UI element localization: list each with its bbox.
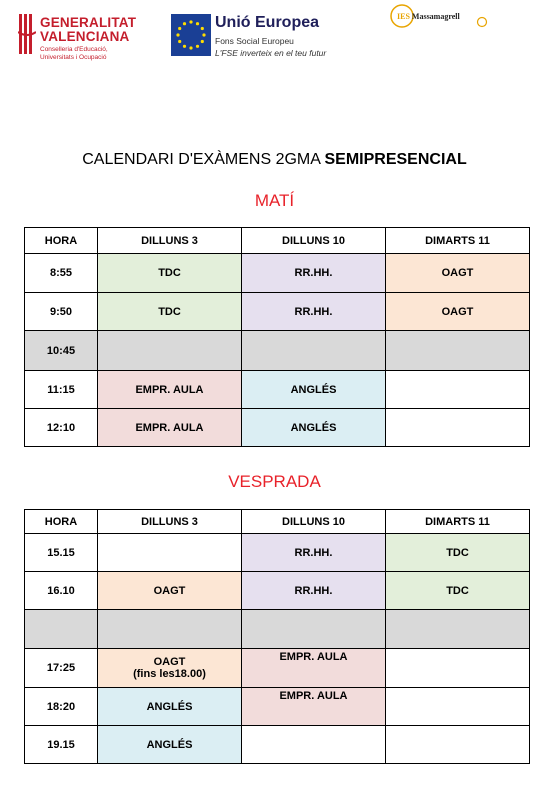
exam-cell	[98, 610, 242, 649]
eu-title: Unió Europea	[215, 14, 320, 31]
exam-cell: RR.HH.	[242, 534, 386, 572]
table-row	[25, 254, 530, 293]
column-header-dimarts-11: DIMARTS 11	[386, 510, 530, 534]
table-row	[25, 572, 530, 610]
exam-cell	[386, 409, 530, 447]
ies-name: IES Massamagrell	[397, 12, 460, 21]
exam-cell	[386, 610, 530, 649]
exam-cell: RR.HH.	[242, 254, 386, 293]
time-cell: 17:25	[25, 649, 98, 688]
exam-cell: OAGT	[98, 572, 242, 610]
table-header-row	[25, 510, 530, 534]
exam-cell: ANGLÉS	[98, 688, 242, 726]
time-cell: 11:15	[25, 371, 98, 409]
column-header-dimarts-11: DIMARTS 11	[386, 228, 530, 254]
table-row	[25, 293, 530, 331]
table-row	[25, 688, 530, 726]
exam-cell	[242, 610, 386, 649]
time-cell: 19.15	[25, 726, 98, 764]
eu-logo	[171, 14, 341, 66]
generalitat-title: GENERALITAT VALENCIANA	[40, 15, 137, 44]
exam-cell: EMPR. AULA	[242, 649, 386, 688]
document-title: CALENDARI D'EXÀMENS 2GMA SEMIPRESENCIAL	[82, 151, 467, 168]
column-header-hora: HORA	[25, 510, 98, 534]
exam-cell	[386, 726, 530, 764]
column-header-dilluns-10: DILLUNS 10	[242, 228, 386, 254]
exam-cell	[386, 331, 530, 371]
table-row-break	[25, 610, 530, 649]
exam-cell	[386, 649, 530, 688]
table-row	[25, 649, 530, 688]
exam-cell: EMPR. AULA	[98, 409, 242, 447]
exam-cell: OAGT	[386, 293, 530, 331]
section-title-mati: MATÍ	[254, 191, 295, 210]
exam-cell	[242, 726, 386, 764]
column-header-dilluns-3: DILLUNS 3	[98, 228, 242, 254]
exam-cell: TDC	[98, 254, 242, 293]
eu-flag-icon	[171, 14, 211, 56]
exam-cell: ANGLÉS	[242, 409, 386, 447]
page-header	[0, 0, 549, 80]
exam-cell: EMPR. AULA	[242, 688, 386, 726]
exam-cell: RR.HH.	[242, 572, 386, 610]
table-row	[25, 534, 530, 572]
table-row	[25, 726, 530, 764]
exam-cell: OAGT (fins les18.00)	[98, 649, 242, 688]
eu-motto: L'FSE inverteix en el teu futur	[215, 48, 327, 58]
generalitat-logo	[18, 14, 137, 70]
time-cell: 16.10	[25, 572, 98, 610]
table-header-row	[25, 228, 530, 254]
section-title-vesprada: VESPRADA	[228, 472, 321, 491]
exam-cell: OAGT	[386, 254, 530, 293]
exam-cell	[386, 371, 530, 409]
column-header-dilluns-10: DILLUNS 10	[242, 510, 386, 534]
time-cell: 12:10	[25, 409, 98, 447]
time-cell: 8:55	[25, 254, 98, 293]
table-row-break	[25, 331, 530, 371]
exam-cell: TDC	[386, 572, 530, 610]
exam-cell: RR.HH.	[242, 293, 386, 331]
table-row	[25, 371, 530, 409]
time-cell	[25, 610, 98, 649]
time-cell: 18:20	[25, 688, 98, 726]
schedule-table-vesprada	[24, 509, 530, 764]
exam-cell: EMPR. AULA	[98, 371, 242, 409]
column-header-dilluns-3: DILLUNS 3	[98, 510, 242, 534]
time-cell: 9:50	[25, 293, 98, 331]
eu-subtitle: Fons Social Europeu	[215, 36, 294, 46]
column-header-hora: HORA	[25, 228, 98, 254]
generalitat-emblem-icon	[18, 14, 36, 54]
schedule-table-mati	[24, 227, 530, 447]
exam-cell	[98, 534, 242, 572]
table-row	[25, 409, 530, 447]
exam-cell: TDC	[98, 293, 242, 331]
time-cell: 10:45	[25, 331, 98, 371]
exam-cell	[242, 331, 386, 371]
ies-logo	[388, 4, 488, 28]
exam-cell: ANGLÉS	[98, 726, 242, 764]
time-cell: 15.15	[25, 534, 98, 572]
exam-cell: ANGLÉS	[242, 371, 386, 409]
exam-cell	[386, 688, 530, 726]
generalitat-subtitle: Conselleria d'Educació, Universitats i Ocupació	[40, 46, 108, 61]
exam-cell	[98, 331, 242, 371]
exam-cell: TDC	[386, 534, 530, 572]
